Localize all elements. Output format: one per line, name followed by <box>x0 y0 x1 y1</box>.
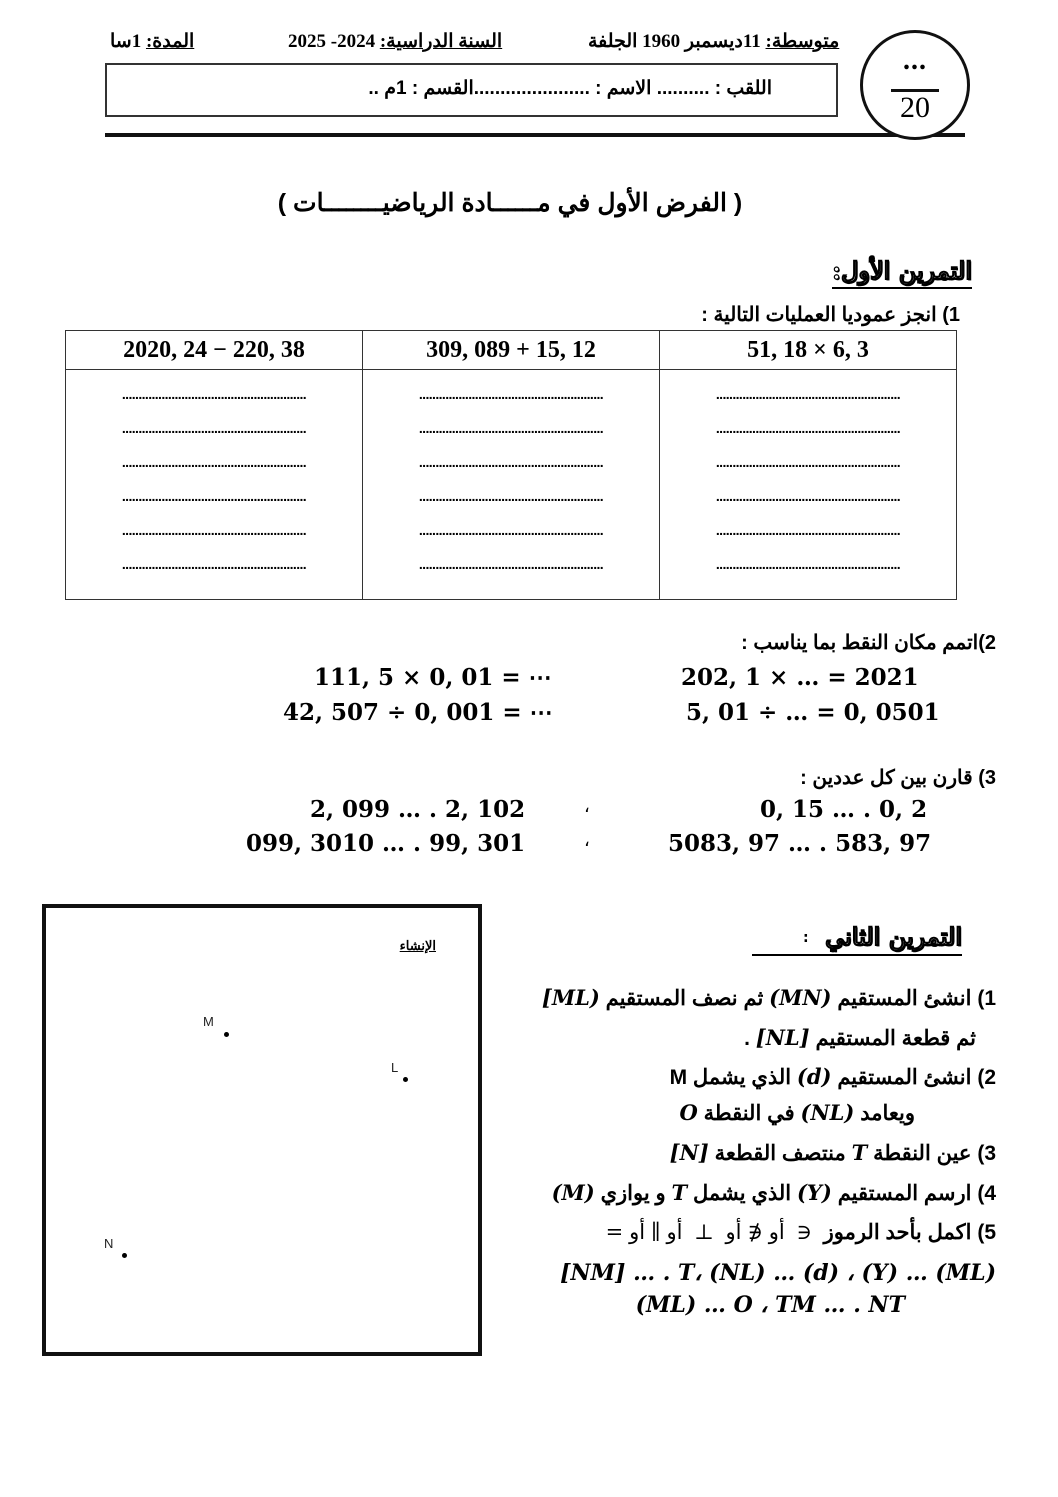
or-word: أو <box>666 1221 683 1244</box>
duration-label: المدة: <box>145 31 195 52</box>
math-term: (MN) <box>769 985 832 1010</box>
equation: 111, 5 × 0, 01 = ⋯ <box>314 664 552 691</box>
answer-line[interactable]: ........................................................ <box>121 386 307 402</box>
ex2-item-1-cont <box>744 1025 976 1051</box>
item-text: في النقطة <box>703 1102 795 1125</box>
item-text: اكمل بأحد الرموز <box>823 1221 972 1244</box>
answer-line[interactable]: ........................................................ <box>715 556 901 572</box>
math-term: T <box>671 1180 688 1205</box>
separator: ، <box>584 830 590 851</box>
answer-line[interactable]: ........................................................ <box>418 454 604 470</box>
answer-line[interactable]: ........................................................ <box>121 488 307 504</box>
year-value: 2024- 2025 <box>288 31 376 52</box>
school-year <box>288 30 502 56</box>
item-number: 5) <box>977 1221 996 1244</box>
comparison: 0, 15 … . 0, 2 <box>760 796 928 823</box>
student-info-box <box>105 63 838 117</box>
item-number: 4) <box>977 1182 996 1205</box>
math-term: [N] <box>669 1140 709 1165</box>
school-name: 11ديسمبر 1960 الجلفة <box>588 31 761 52</box>
math-term: [ML) <box>541 985 600 1010</box>
symbol-perpendicular: ⊥ <box>694 1220 714 1244</box>
fill-line: [NM] … . T، (NL) … (d) ، (Y) … (ML) <box>560 1260 996 1286</box>
comparison: 2, 099 … . 2, 102 <box>310 796 526 823</box>
point-l-dot <box>403 1077 408 1082</box>
answer-line[interactable]: ........................................................ <box>121 420 307 436</box>
math-term: (M) <box>551 1180 595 1205</box>
point-label-m: M <box>203 1014 214 1029</box>
equation: 5, 01 ÷ … = 0, 0501 <box>686 699 940 726</box>
separator: ، <box>584 796 590 817</box>
comparison: 099, 3010 … . 99, 301 <box>246 830 526 857</box>
answer-line[interactable]: ........................................................ <box>418 386 604 402</box>
item-text: ثم قطعة المستقيم <box>815 1027 976 1050</box>
item-text: ثم نصف المستقيم <box>605 987 764 1010</box>
item-number: 2) <box>977 1066 996 1089</box>
math-term: [NL] <box>755 1025 810 1050</box>
exercise2-heading: التمرين الثاني <box>825 922 962 951</box>
item-text: ويعامد <box>860 1102 915 1125</box>
year-label: السنة الدراسية: <box>379 31 503 52</box>
student-info-fields[interactable]: اللقب : .......... الاسم : ......................القسم : 1م .. <box>368 78 772 99</box>
duration <box>110 30 194 56</box>
math-term: M <box>669 1066 688 1089</box>
ex2-item-2-cont <box>679 1100 915 1126</box>
point-label-n: N <box>104 1236 114 1251</box>
ex2-item-1 <box>542 985 996 1011</box>
answer-line[interactable]: ........................................................ <box>121 454 307 470</box>
math-term: O <box>679 1100 698 1125</box>
operation-cell: 2020, 24 − 220, 38 <box>66 331 363 370</box>
exercise2-heading-underline <box>752 954 962 956</box>
operations-header-row <box>66 331 957 370</box>
exercise1-heading: التمرين الأول: <box>832 256 972 289</box>
symbol-in: ∈ <box>796 1220 812 1244</box>
operation-cell: 51, 18 × 6, 3 <box>660 331 957 370</box>
school-label: متوسطة: <box>765 31 840 52</box>
symbol-not-in: ∉ <box>747 1220 763 1244</box>
ex2-item-2 <box>670 1064 996 1090</box>
item-text: . <box>744 1027 750 1050</box>
symbol-equals: = <box>605 1220 624 1244</box>
answer-line[interactable]: ........................................................ <box>715 420 901 436</box>
score-total: 20 <box>900 91 930 124</box>
ex2-item-5 <box>606 1220 996 1245</box>
score-obtained: ... <box>903 45 927 76</box>
answer-line[interactable]: ........................................................ <box>418 488 604 504</box>
point-m-dot <box>224 1032 229 1037</box>
symbol-parallel: ∥ <box>650 1220 661 1244</box>
duration-value: 1سا <box>110 31 142 52</box>
item-number: 1) <box>977 987 996 1010</box>
operation-cell: 309, 089 + 15, 12 <box>363 331 660 370</box>
item-number: 3) <box>977 1142 996 1165</box>
item-text: منتصف القطعة <box>714 1142 846 1165</box>
score-circle <box>860 30 970 140</box>
math-term: T <box>851 1140 868 1165</box>
answer-cell[interactable] <box>363 370 660 600</box>
point-n-dot <box>122 1253 127 1258</box>
answer-line[interactable]: ........................................................ <box>418 420 604 436</box>
answer-line[interactable]: ........................................................ <box>418 522 604 538</box>
answer-line[interactable]: ........................................................ <box>715 386 901 402</box>
answer-cell[interactable] <box>66 370 363 600</box>
math-term: (d) <box>796 1064 832 1089</box>
ex1-q3-label: 3) قارن بين كل عددين : <box>800 767 996 789</box>
ex1-q1-label: 1) انجز عموديا العمليات التالية : <box>701 304 960 326</box>
ex2-item-4 <box>552 1180 996 1206</box>
ex1-q2-label: 2)اتمم مكان النقط بما يناسب : <box>741 632 996 654</box>
fill-line: (ML) … O ، TM … . NT <box>635 1292 905 1318</box>
comparison: 5083, 97 … . 583, 97 <box>668 830 932 857</box>
equation: 42, 507 ÷ 0, 001 = ⋯ <box>283 699 553 726</box>
answer-line[interactable]: ........................................................ <box>418 556 604 572</box>
math-term: (NL) <box>800 1100 855 1125</box>
item-text: عين النقطة <box>873 1142 972 1165</box>
equation: 202, 1 × … = 2021 <box>681 664 919 691</box>
exercise2-heading-colon: : <box>803 930 809 946</box>
or-word: أو <box>629 1221 646 1244</box>
item-text: و يوازي <box>600 1182 666 1205</box>
header-divider <box>105 133 965 137</box>
answer-cell[interactable] <box>660 370 957 600</box>
answer-line[interactable]: ........................................................ <box>715 454 901 470</box>
answer-line[interactable]: ........................................................ <box>715 488 901 504</box>
construction-area[interactable] <box>42 904 482 1356</box>
or-word: أو <box>768 1221 785 1244</box>
ex2-item-3 <box>670 1140 996 1166</box>
school-info <box>588 30 839 56</box>
item-text: انشئ المستقيم <box>837 987 972 1010</box>
answer-line[interactable]: ........................................................ <box>121 522 307 538</box>
point-label-l: L <box>391 1060 399 1075</box>
answer-line[interactable]: ........................................................ <box>121 556 307 572</box>
item-text: انشئ المستقيم <box>837 1066 972 1089</box>
item-text: ارسم المستقيم <box>837 1182 972 1205</box>
answer-line[interactable]: ........................................................ <box>715 522 901 538</box>
math-term: (Y) <box>796 1180 832 1205</box>
exam-title: ( الفرض الأول في مــــــادة الرياضيــــــــات ) <box>277 189 743 217</box>
construction-label: الإنشاء <box>399 938 436 953</box>
item-text: الذي يشمل <box>692 1182 792 1205</box>
or-word: أو <box>725 1221 742 1244</box>
operations-table <box>65 330 957 600</box>
answer-row <box>66 370 957 600</box>
item-text: الذي يشمل <box>692 1066 792 1089</box>
